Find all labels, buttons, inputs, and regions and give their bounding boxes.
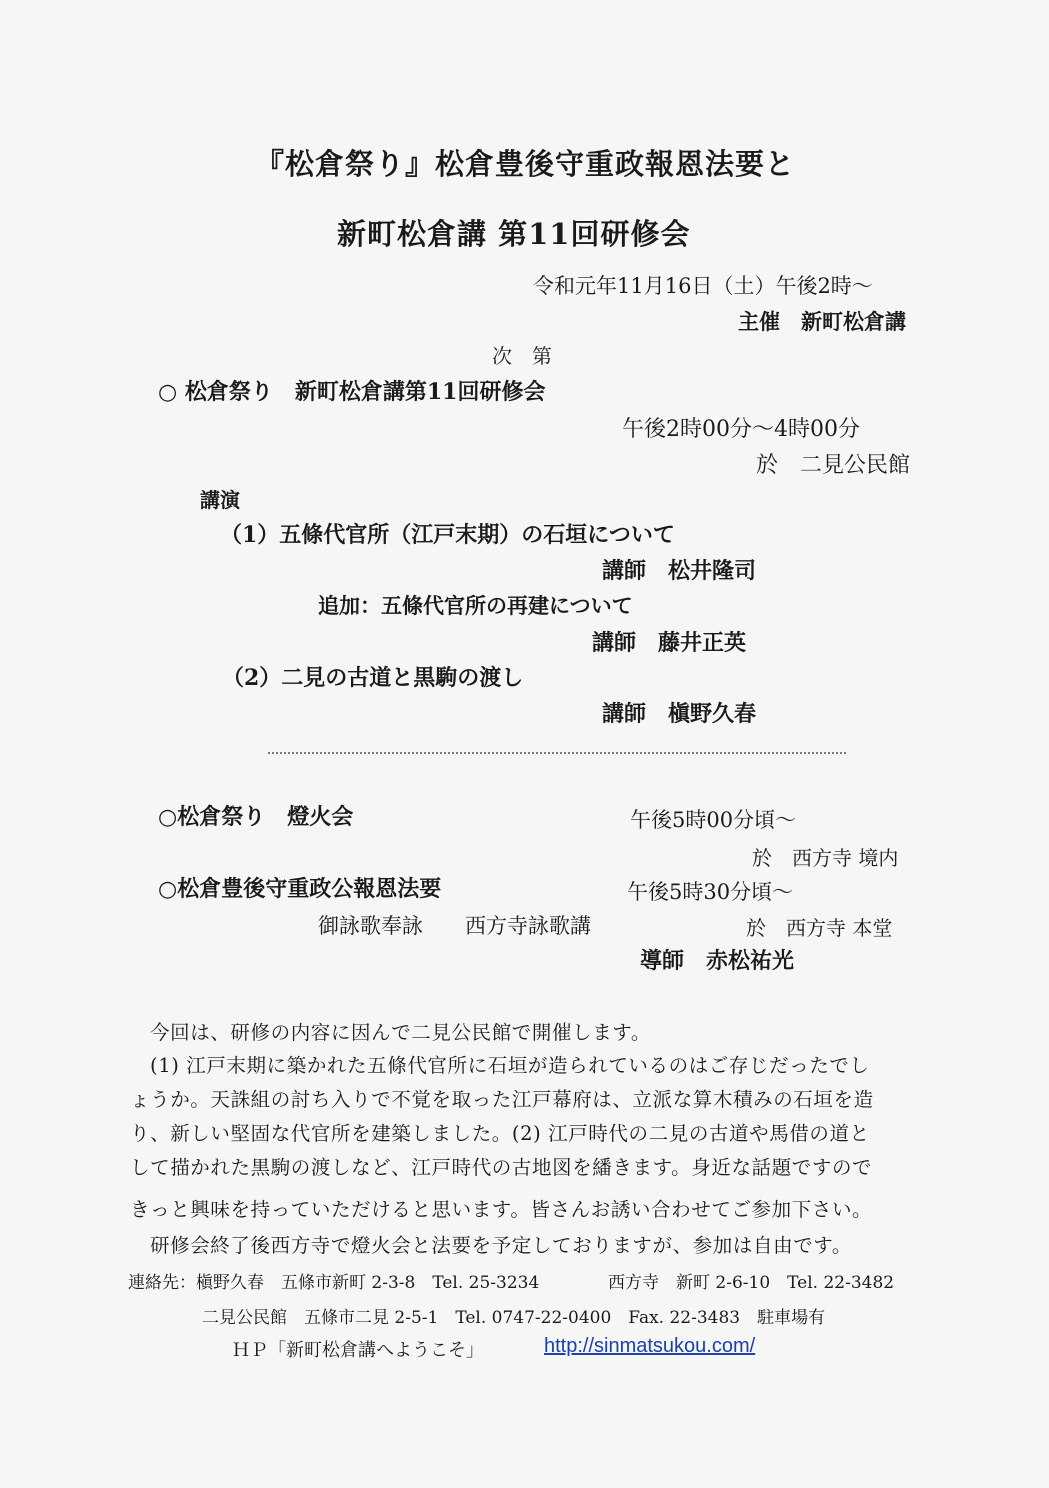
body-line-3: ょうか。天誅組の討ち入りで不覚を取った江戸幕府は、立派な算木積みの石垣を造 xyxy=(130,1088,874,1111)
addition-title: 追加：五條代官所の再建について xyxy=(318,593,633,618)
program1-venue: 於 二見公民館 xyxy=(756,453,911,478)
title-line-2: 新町松倉講 第11回研修会 xyxy=(337,217,691,251)
talk2-title: （2）二見の古道と黒駒の渡し xyxy=(222,665,524,691)
body-line-7: 研修会終了後西方寺で燈火会と法要を予定しておりますが、参加は自由です。 xyxy=(150,1234,852,1257)
program3-venue: 於 西方寺 本堂 xyxy=(746,916,893,940)
lecture-heading: 講演 xyxy=(200,488,240,512)
body-line-6: きっと興味を持っていただけると思います。皆さんお誘い合わせてご参加下さい。 xyxy=(130,1198,873,1221)
program2-title: ○松倉祭り 燈火会 xyxy=(158,804,354,830)
addition-speaker: 講師 藤井正英 xyxy=(592,630,747,656)
event-datetime: 令和元年11月16日（土）午後2時〜 xyxy=(533,274,873,298)
agenda-heading: 次 第 xyxy=(492,344,552,368)
homepage-label: ＨＰ「新町松倉講へようこそ」 xyxy=(232,1340,484,1361)
title-line-1: 『松倉祭り』松倉豊後守重政報恩法要と xyxy=(255,147,796,181)
program1-title: ○ 松倉祭り 新町松倉講第11回研修会 xyxy=(158,379,546,405)
contact-line-2: 二見公民館 五條市二見 2-5-1 Tel. 0747-22-0400 Fax. 22-3483 駐車場有 xyxy=(202,1308,826,1328)
program1-time: 午後2時00分〜4時00分 xyxy=(622,417,860,442)
program3-title: ○松倉豊後守重政公報恩法要 xyxy=(158,876,442,902)
section-divider xyxy=(268,752,846,754)
body-line-4: り、新しい堅固な代官所を建築しました。(2) 江戸時代の二見の古道や馬借の道と xyxy=(130,1122,870,1145)
homepage-link[interactable]: http://sinmatsukou.com/ xyxy=(544,1335,756,1357)
program3-chant: 御詠歌奉詠 西方寺詠歌講 xyxy=(318,914,591,938)
program3-time: 午後5時30分頃〜 xyxy=(627,880,794,904)
talk1-speaker: 講師 松井隆司 xyxy=(602,558,757,584)
body-line-1: 今回は、研修の内容に因んで二見公民館で開催します。 xyxy=(150,1021,651,1044)
program2-time: 午後5時00分頃〜 xyxy=(630,808,797,832)
body-line-2: (1) 江戸末期に築かれた五條代官所に石垣が造られているのはご存じだったでし xyxy=(150,1054,870,1077)
contact-line-1b: 西方寺 新町 2-6-10 Tel. 22-3482 xyxy=(608,1273,895,1293)
program3-officiant: 導師 赤松祐光 xyxy=(640,948,795,974)
organizer: 主催 新町松倉講 xyxy=(738,309,906,334)
talk1-title: （1）五條代官所（江戸末期）の石垣について xyxy=(220,522,675,548)
contact-line-1a: 連絡先：槇野久春 五條市新町 2-3-8 Tel. 25-3234 xyxy=(128,1273,540,1293)
body-line-5: して描かれた黒駒の渡しなど、江戸時代の古地図を繙きます。身近な話題ですので xyxy=(130,1156,873,1179)
program2-venue: 於 西方寺 境内 xyxy=(752,846,899,870)
talk2-speaker: 講師 槇野久春 xyxy=(602,701,757,727)
